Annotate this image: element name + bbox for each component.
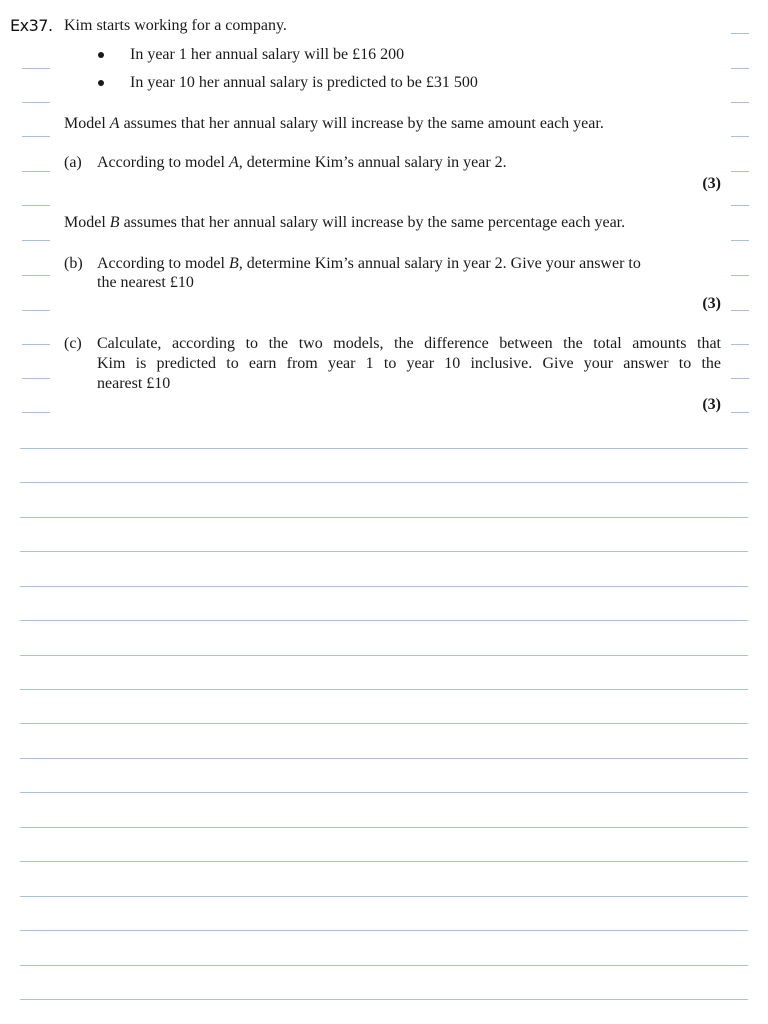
ruled-line [20, 689, 748, 690]
ruled-line [20, 482, 748, 483]
margin-rule [22, 275, 50, 276]
margin-rule [731, 33, 749, 34]
margin-rule [731, 378, 749, 379]
ruled-line [20, 930, 748, 931]
ruled-line [20, 827, 748, 828]
ruled-line [20, 655, 748, 656]
margin-rule [731, 344, 749, 345]
margin-rule [22, 102, 50, 103]
margin-rule [731, 412, 749, 413]
question-intro: Kim starts working for a company. [64, 17, 287, 34]
ruled-line [20, 965, 748, 966]
bullet-icon [98, 52, 104, 58]
ruled-line [20, 517, 748, 518]
ruled-line [20, 758, 748, 759]
margin-rule [731, 102, 749, 103]
part-a-question: According to model A, determine Kim’s annual salary in year 2. [97, 154, 507, 171]
part-c-question-line1: Calculate, according to the two models, the difference between the total amounts that [97, 335, 721, 352]
part-b-marks: (3) [702, 295, 721, 312]
margin-rule [22, 136, 50, 137]
bullet-icon [98, 80, 104, 86]
margin-rule [22, 240, 50, 241]
model-a-statement: Model A assumes that her annual salary will increase by the same amount each year. [64, 115, 604, 132]
margin-rule [22, 205, 50, 206]
margin-rule [22, 171, 50, 172]
part-a-marks: (3) [702, 175, 721, 192]
ruled-line [20, 999, 748, 1000]
ruled-line [20, 896, 748, 897]
margin-rule [731, 240, 749, 241]
margin-rule [22, 412, 50, 413]
margin-rule [22, 68, 50, 69]
ruled-line [20, 861, 748, 862]
bullet-year10: In year 10 her annual salary is predicted to be £31 500 [130, 74, 478, 91]
margin-rule [731, 310, 749, 311]
model-b-statement: Model B assumes that her annual salary will increase by the same percentage each year. [64, 214, 626, 231]
ruled-line [20, 586, 748, 587]
ruled-line [20, 448, 748, 449]
ruled-line [20, 620, 748, 621]
margin-rule [731, 275, 749, 276]
margin-rule [731, 171, 749, 172]
margin-rule [731, 136, 749, 137]
margin-rule [22, 344, 50, 345]
bullet-year1: In year 1 her annual salary will be £16 200 [130, 46, 405, 63]
part-b-question-line2: the nearest £10 [97, 274, 194, 291]
part-c-label: (c) [64, 335, 82, 352]
margin-rule [22, 310, 50, 311]
part-b-label: (b) [64, 255, 83, 272]
exercise-label: Ex37. [10, 16, 53, 35]
part-a-label: (a) [64, 154, 82, 171]
ruled-line [20, 723, 748, 724]
ruled-line [20, 551, 748, 552]
margin-rule [731, 68, 749, 69]
margin-rule [22, 378, 50, 379]
part-b-question-line1: According to model B, determine Kim’s annual salary in year 2. Give your answer to [97, 255, 641, 272]
ruled-line [20, 792, 748, 793]
margin-rule [731, 205, 749, 206]
part-c-marks: (3) [702, 396, 721, 413]
part-c-question-line2: Kim is predicted to earn from year 1 to year 10 inclusive. Give your answer to the [97, 355, 721, 372]
part-c-question-line3: nearest £10 [97, 375, 171, 392]
